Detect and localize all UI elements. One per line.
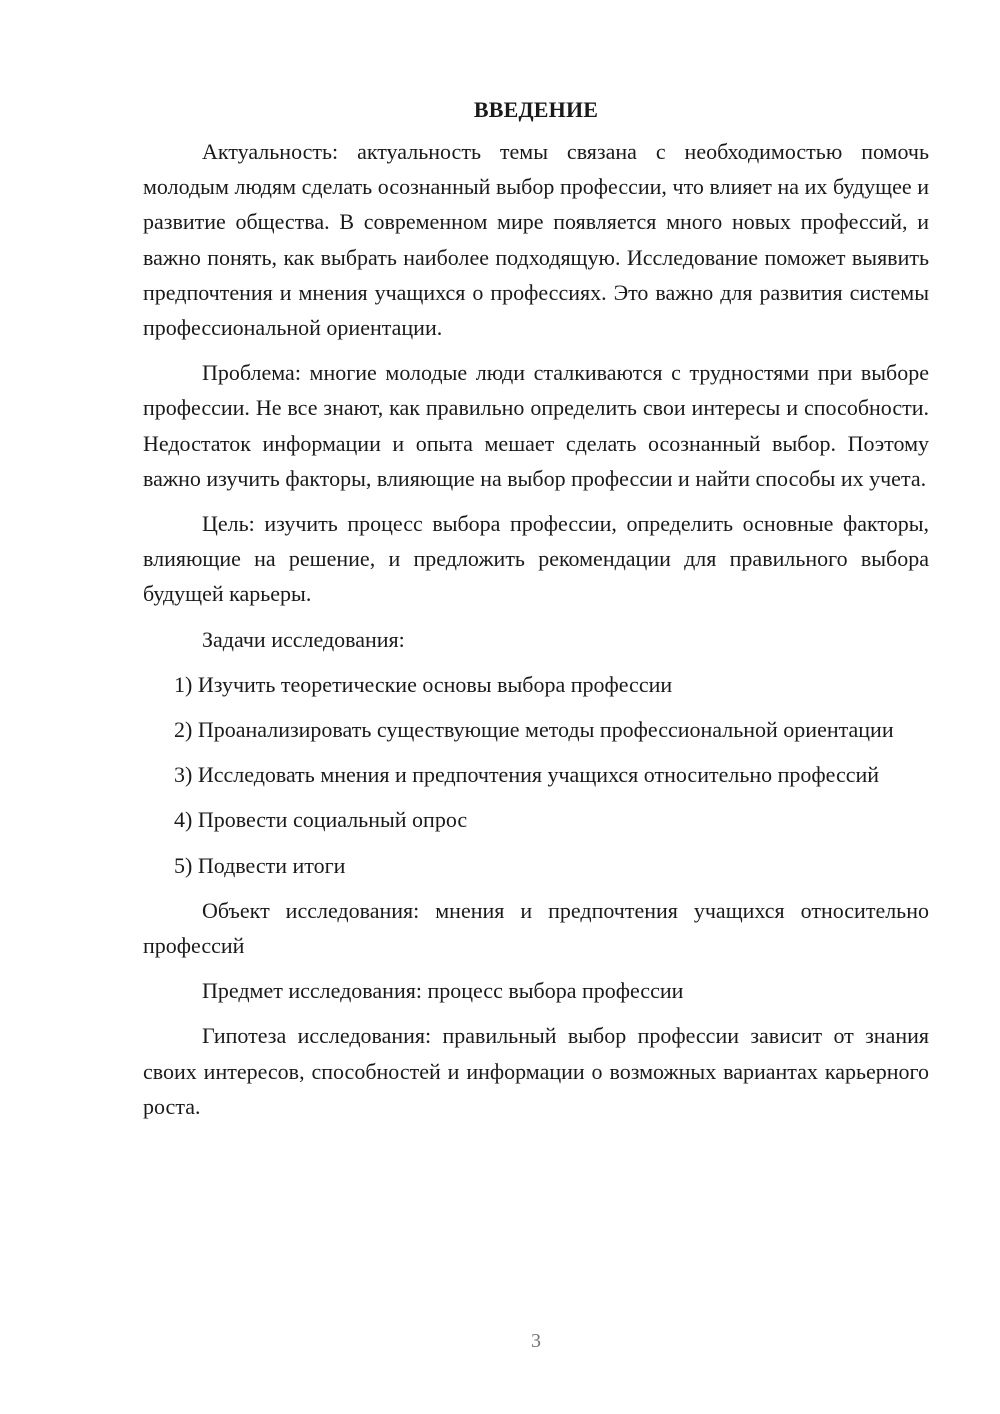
task-item-1: 1) Изучить теоретические основы выбора профессии xyxy=(174,671,673,697)
document-page xyxy=(143,92,929,1134)
paragraph-subject: Предмет исследования: процесс выбора профессии xyxy=(202,978,684,1004)
task-item-5: 5) Подвести итоги xyxy=(174,852,346,878)
paragraph-object: Объект исследования: мнения и предпочтения учащихся относительно профессий xyxy=(143,897,929,959)
task-item-4: 4) Провести социальный опрос xyxy=(174,807,468,833)
task-item-2: 2) Проанализировать существующие методы профессиональной ориентации xyxy=(174,717,894,743)
task-item-3: 3) Исследовать мнения и предпочтения учащихся относительно профессий xyxy=(174,762,880,788)
paragraph-hypothesis: Гипотеза исследования: правильный выбор профессии зависит от знания своих интересов, способностей и информации о возможных вариантах карьерного роста. xyxy=(143,1023,929,1119)
tasks-heading: Задачи исследования: xyxy=(202,626,405,652)
page-number: 3 xyxy=(531,1330,541,1352)
paragraph-relevance: Актуальность: актуальность темы связана с необходимостью помочь молодым людям сделать осознанный выбор профессии, что влияет на их будущее и развитие общества. В современном мире появляется много новых профессий, и важно понять, как выбрать наиболее подходящую. Исследование поможет выявить предпочтения и мнения учащихся о профессиях. Это важно для развития системы профессиональной ориентации. xyxy=(143,139,929,341)
paragraph-problem: Проблема: многие молодые люди сталкиваются с трудностями при выборе профессии. Не все знают, как правильно определить свои интересы и способности. Недостаток информации и опыта мешает сделать осознанный выбор. Поэтому важно изучить факторы, влияющие на выбор профессии и найти способы их учета. xyxy=(143,360,929,491)
document-title: ВВЕДЕНИЕ xyxy=(473,97,599,122)
paragraph-goal: Цель: изучить процесс выбора профессии, определить основные факторы, влияющие на решение, и предложить рекомендации для правильного выбора будущей карьеры. xyxy=(143,511,929,607)
